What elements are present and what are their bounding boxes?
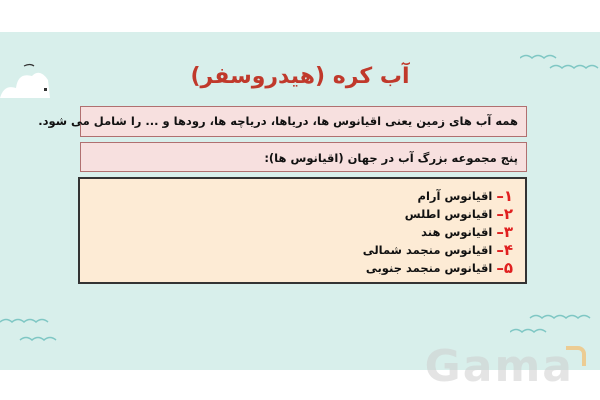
list-item-number: ۵– [496, 259, 513, 277]
list-item [92, 259, 513, 277]
list-item-number: ۴– [496, 241, 513, 259]
list-item-number: ۲– [496, 205, 513, 223]
list-item [92, 241, 513, 259]
list-item-label: اقیانوس اطلس [404, 207, 493, 221]
list-item-label: اقیانوس آرام [417, 189, 493, 203]
gama-watermark: Gama [424, 341, 574, 392]
cloud-decoration [0, 62, 60, 102]
slide [0, 32, 600, 370]
intro-box: همه آب های زمین یعنی اقیانوس ها، دریاها، دریاچه ها، رودها و ... را شامل می شود. [80, 106, 527, 137]
page-title: آب کره (هیدروسفر) [190, 64, 410, 89]
list-item [92, 205, 513, 223]
list-item-label: اقیانوس منجمد جنوبی [365, 261, 493, 275]
waves-decoration-bottom-left [0, 314, 80, 354]
list-item [92, 223, 513, 241]
list-item [92, 187, 513, 205]
list-item-number: ۱– [496, 187, 513, 205]
oceans-list [78, 177, 527, 284]
list-item-number: ۳– [496, 223, 513, 241]
waves-decoration-top-right [520, 50, 600, 80]
list-item-label: اقیانوس منجمد شمالی [362, 243, 493, 257]
list-item-label: اقیانوس هند [421, 225, 493, 239]
oceans-heading-box: پنج مجموعه بزرگ آب در جهان (اقیانوس ها): [80, 142, 527, 172]
